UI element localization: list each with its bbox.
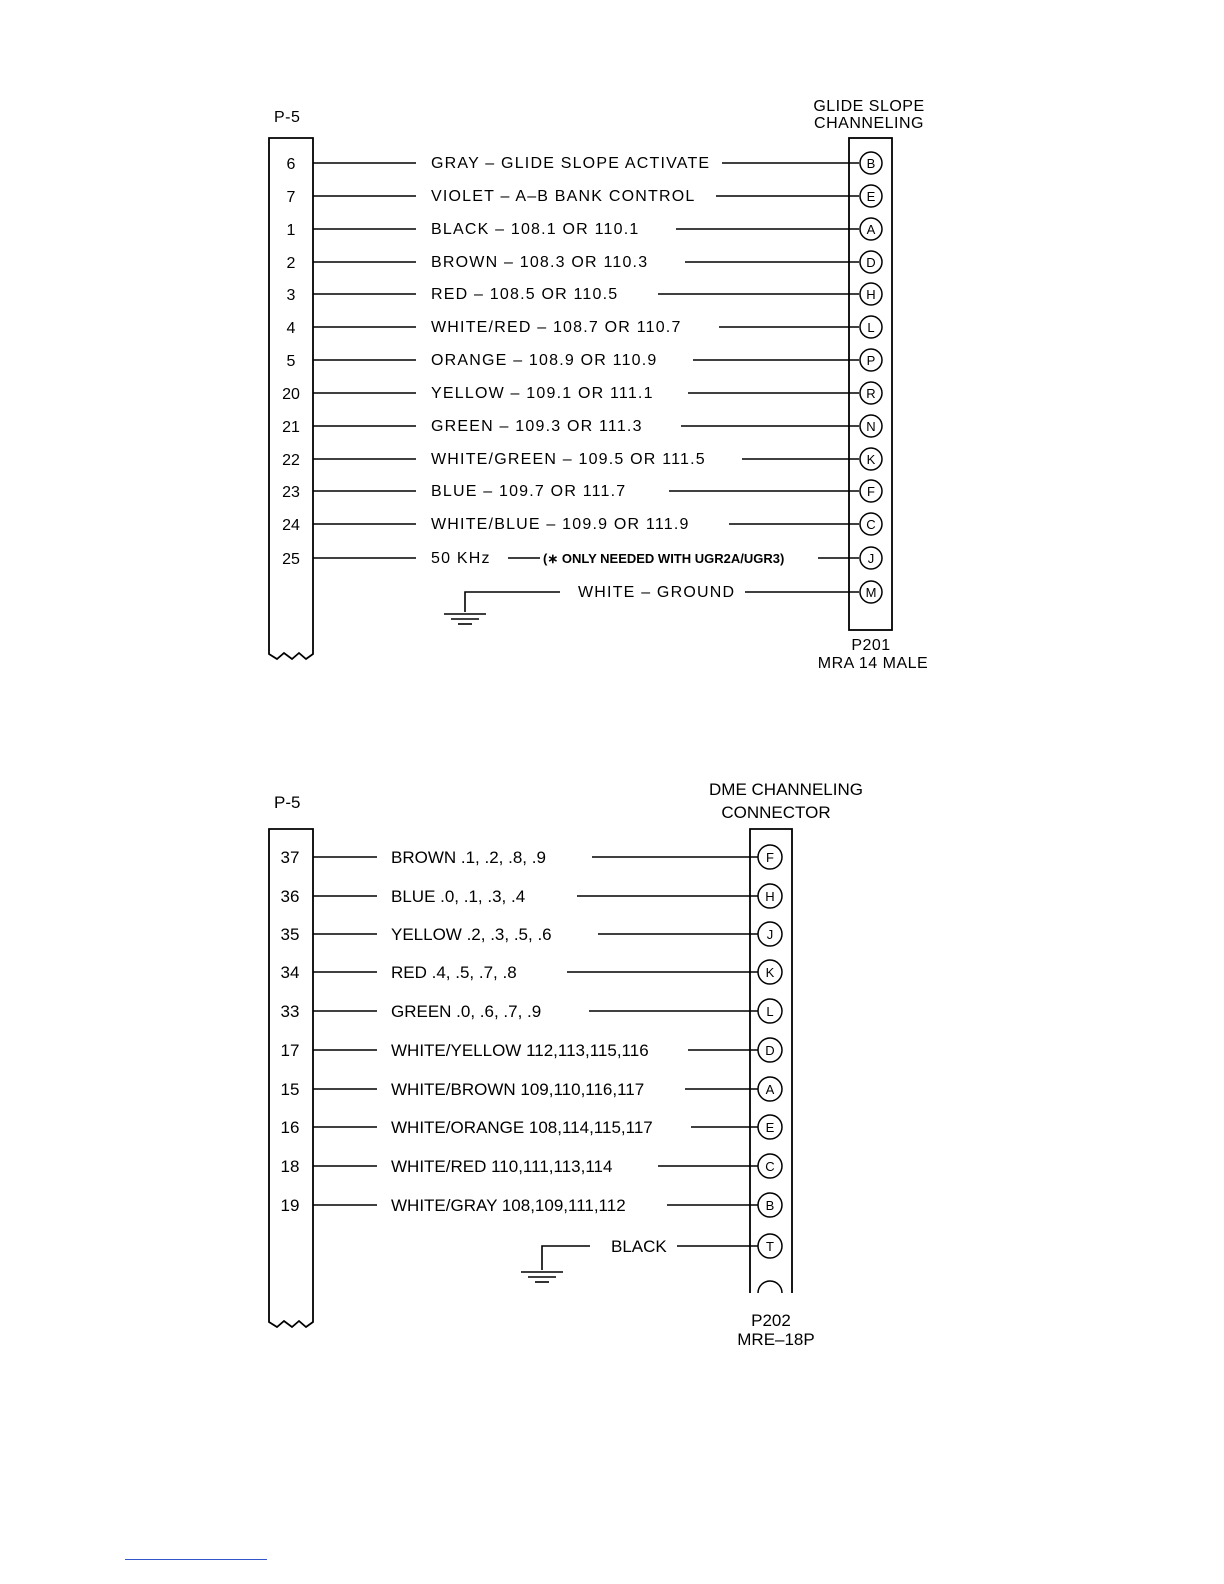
dme-right-footer-line1: P202	[751, 1311, 791, 1330]
dme-pin-37: 37	[280, 848, 300, 867]
dme-wire-label: GREEN .0, .6, .7, .9	[391, 1002, 542, 1021]
dme-wire-label: WHITE/RED 110,111,113,114	[391, 1157, 613, 1176]
dme-ground-label: BLACK	[611, 1237, 667, 1256]
glide-pin-5: 5	[286, 353, 296, 370]
dme-pin-36: 36	[280, 887, 300, 906]
dme-terminal-e-letter: E	[765, 1120, 775, 1135]
dme-wire-label: WHITE/GRAY 108,109,111,112	[391, 1196, 626, 1215]
dme-ground	[521, 1234, 782, 1293]
glide-right-header-line2: CHANNELING	[814, 115, 924, 132]
dme-terminal-j-letter: J	[766, 927, 774, 942]
glide-wire-label: BROWN – 108.3 OR 110.3	[431, 254, 649, 271]
glide-terminal-h-letter: H	[866, 287, 876, 302]
dme-right-footer-line2: MRE–18P	[737, 1330, 815, 1349]
dme-right-header-line1: DME CHANNELING	[709, 780, 863, 799]
glide-right-header-line1: GLIDE SLOPE	[813, 98, 925, 115]
dme-wire-label: WHITE/ORANGE 108,114,115,117	[391, 1118, 653, 1137]
glide-wire-label: WHITE/RED – 108.7 OR 110.7	[431, 319, 682, 336]
glide-right-footer-line1: P201	[851, 637, 891, 654]
glide-pin-2: 2	[286, 255, 296, 272]
dme-terminal-c-letter: C	[765, 1159, 775, 1174]
dme-terminal-l-letter: L	[766, 1004, 774, 1019]
dme-terminal-d-letter: D	[765, 1043, 775, 1058]
glide-pin-1: 1	[286, 222, 296, 239]
glide-terminal-k-letter: K	[866, 452, 876, 467]
glide-terminal-m-letter: M	[865, 585, 877, 600]
glide-terminal-p-letter: P	[866, 353, 876, 368]
dme-pin-17: 17	[280, 1041, 300, 1060]
glide-slope-section	[269, 98, 928, 672]
glide-right-footer-line2: MRA 14 MALE	[817, 655, 929, 672]
glide-terminal-b-letter: B	[866, 156, 876, 171]
glide-pin-21: 21	[282, 419, 300, 436]
dme-pin-34: 34	[280, 963, 300, 982]
dme-pin-16: 16	[280, 1118, 300, 1137]
glide-terminal-c-letter: C	[866, 517, 876, 532]
dme-wire-label: WHITE/YELLOW 112,113,115,116	[391, 1041, 649, 1060]
dme-wire-label: WHITE/BROWN 109,110,116,117	[391, 1080, 645, 1099]
dme-section	[269, 780, 863, 1349]
dme-terminal-b-letter: B	[765, 1198, 775, 1213]
glide-wire-label: BLUE – 109.7 OR 111.7	[431, 483, 627, 500]
glide-ground-label: WHITE – GROUND	[578, 584, 736, 601]
dme-wire-label: BROWN .1, .2, .8, .9	[391, 848, 546, 867]
dme-pin-33: 33	[280, 1002, 300, 1021]
glide-ground	[444, 581, 882, 624]
glide-left-connector-label: P-5	[274, 109, 301, 126]
dme-right-header-line2: CONNECTOR	[721, 803, 831, 822]
glide-pin-25: 25	[282, 551, 300, 568]
glide-terminal-j-letter: J	[867, 551, 875, 566]
glide-pin-6: 6	[286, 156, 296, 173]
glide-pin-23: 23	[282, 484, 300, 501]
glide-wire-label: BLACK – 108.1 OR 110.1	[431, 221, 640, 238]
dme-left-connector-label: P-5	[274, 793, 301, 812]
glide-wire-label: VIOLET – A–B BANK CONTROL	[431, 188, 696, 205]
glide-terminal-l-letter: L	[867, 320, 875, 335]
glide-pin-7: 7	[286, 189, 296, 206]
dme-terminal-f-letter: F	[766, 850, 774, 865]
dme-wire-label: YELLOW .2, .3, .5, .6	[391, 925, 552, 944]
glide-terminal-n-letter: N	[866, 419, 876, 434]
glide-wire-label: 50 KHz	[431, 550, 491, 567]
glide-terminal-f-letter: F	[867, 484, 875, 499]
glide-terminal-r-letter: R	[866, 386, 876, 401]
glide-rows	[282, 152, 882, 569]
dme-terminal-t-letter: T	[766, 1239, 774, 1254]
glide-pin-22: 22	[282, 452, 300, 469]
dme-wire-label: BLUE .0, .1, .3, .4	[391, 887, 526, 906]
glide-wire-label: GRAY – GLIDE SLOPE ACTIVATE	[431, 155, 711, 172]
glide-wire-label: GREEN – 109.3 OR 111.3	[431, 418, 643, 435]
glide-wire-label: ORANGE – 108.9 OR 110.9	[431, 352, 658, 369]
dme-wire-label: RED .4, .5, .7, .8	[391, 963, 517, 982]
dme-terminal-k-letter: K	[765, 965, 775, 980]
glide-pin-3: 3	[286, 287, 296, 304]
glide-terminal-a-letter: A	[866, 222, 876, 237]
dme-rows	[281, 845, 782, 1217]
glide-pin-4: 4	[286, 320, 296, 337]
dme-pin-18: 18	[280, 1157, 300, 1176]
dme-terminal-a-letter: A	[765, 1082, 775, 1097]
glide-wire-label: WHITE/BLUE – 109.9 OR 111.9	[431, 516, 690, 533]
dme-pin-35: 35	[280, 925, 300, 944]
glide-pin-20: 20	[282, 386, 300, 403]
glide-wire-label: WHITE/GREEN – 109.5 OR 111.5	[431, 451, 706, 468]
dme-terminal-h-letter: H	[765, 889, 775, 904]
dme-terminal-unused	[758, 1281, 782, 1293]
dme-pin-15: 15	[280, 1080, 300, 1099]
dme-pin-19: 19	[280, 1196, 300, 1215]
glide-terminal-e-letter: E	[866, 189, 876, 204]
glide-wire-label: RED – 108.5 OR 110.5	[431, 286, 619, 303]
glide-wire-label: YELLOW – 109.1 OR 111.1	[431, 385, 654, 402]
glide-terminal-d-letter: D	[866, 255, 876, 270]
glide-note-ugr: (∗ ONLY NEEDED WITH UGR2A/UGR3)	[543, 551, 785, 566]
footer-rule	[125, 1559, 267, 1560]
glide-pin-24: 24	[282, 517, 300, 534]
